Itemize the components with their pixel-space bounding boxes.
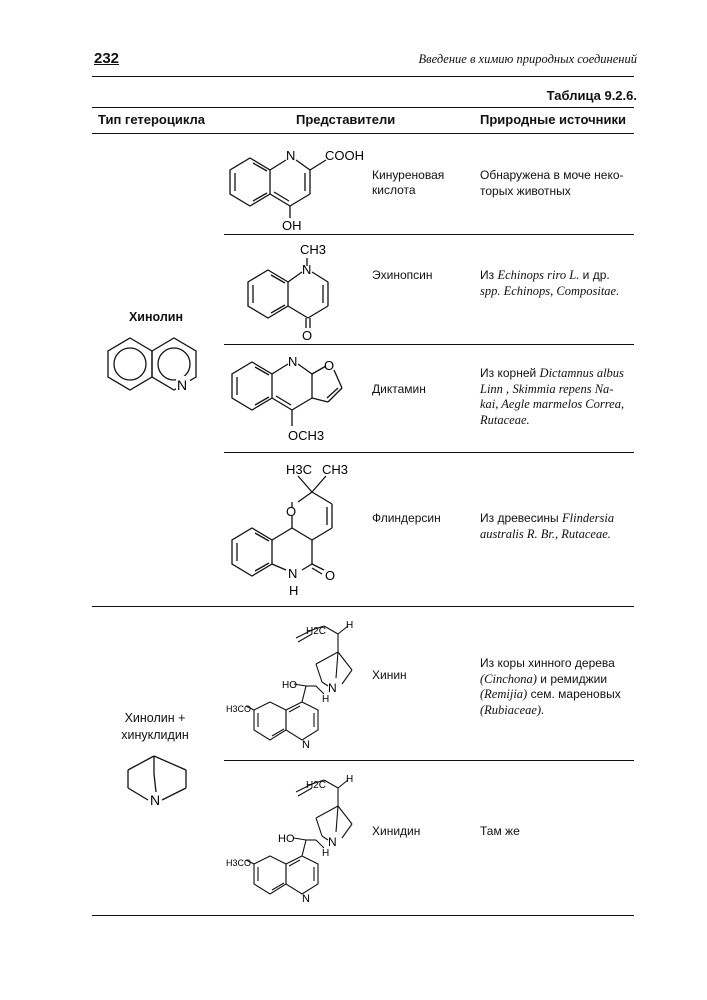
name-dictamnine: Диктамин (372, 382, 426, 396)
source-line: торых животных (480, 183, 571, 198)
source-line (480, 672, 640, 688)
quinidine-h-label: H (346, 774, 354, 785)
kynurenic-acid-structure (228, 140, 368, 232)
name-kynurenic-acid (372, 168, 444, 198)
source-latin: Echinops riro L. (497, 268, 580, 282)
source-latin: (Rubiaceae). (480, 702, 545, 717)
quinine-h2-label: H (322, 694, 330, 705)
kynurenic-cooh-label: COOH (325, 148, 364, 163)
source-line (480, 703, 640, 719)
source-quinidine: Там же (480, 824, 520, 838)
table-caption: Таблица 9.2.6. (546, 88, 637, 103)
header-rule (92, 76, 634, 77)
source-latin: Rutaceae. (480, 412, 530, 427)
heterocycle-line: Хинолин + (124, 711, 186, 725)
source-dictamnine (480, 366, 640, 428)
column-header-sources: Природные источники (480, 112, 626, 127)
flindersine-ring-o-label: O (286, 504, 297, 519)
source-kynurenic-acid (480, 168, 640, 199)
flindersine-h-label: H (289, 583, 299, 598)
dictamnine-n-label: N (288, 354, 298, 369)
quinuclidine-n-label: N (150, 792, 161, 808)
quinidine-ho-label: HO (278, 833, 295, 845)
source-text: сем. мареновых (530, 687, 621, 701)
echinopsine-o-label: O (302, 328, 313, 343)
source-line (480, 413, 640, 429)
source-latin: (Cinchona) (480, 671, 537, 686)
dictamnine-o-label: O (324, 358, 335, 373)
heterocycle-quinoline-quinuclidine-label (100, 710, 210, 744)
source-latin: (Remijia) (480, 687, 528, 701)
echinopsine-structure (246, 238, 356, 342)
source-line: Обнаружена в моче неко- (480, 168, 624, 182)
quinoline-structure (100, 330, 210, 400)
source-latin: kai, Aegle marmelos Correa, (480, 397, 625, 411)
source-text: и др. (582, 268, 610, 282)
quinidine-h2-label: H (322, 848, 330, 859)
source-line (480, 366, 640, 382)
dictamnine-och3-label: OCH3 (288, 428, 325, 443)
echinopsine-n-label: N (302, 262, 312, 277)
column-header-heterocycle: Тип гетероцикла (98, 112, 205, 127)
source-latin: Flindersia (562, 511, 615, 525)
name-quinidine: Хинидин (372, 824, 421, 838)
table-bottom-rule (92, 915, 634, 916)
column-header-representatives: Представители (296, 112, 396, 127)
row-divider (224, 760, 634, 761)
source-latin: Skimmia repens Na- (512, 381, 614, 396)
name-flindersine: Флиндерсин (372, 511, 441, 525)
source-line (480, 382, 640, 398)
quinoline-n-label: N (177, 377, 188, 393)
source-line (480, 397, 640, 413)
quinine-quinoline-n-label: N (302, 739, 310, 751)
source-quinine (480, 656, 640, 718)
name-line: кислота (372, 183, 416, 197)
flindersine-n-label: N (288, 566, 298, 581)
source-line (480, 268, 640, 284)
kynurenic-n-label: N (286, 148, 296, 163)
dictamnine-structure (228, 350, 368, 448)
group-divider (92, 606, 634, 607)
table-header-rule (92, 133, 634, 134)
echinopsine-ch3-label: CH3 (300, 242, 327, 257)
source-latin: Linn , (480, 381, 510, 396)
name-quinine: Хинин (372, 668, 407, 682)
source-text: Из (480, 268, 495, 282)
source-latin: spp. Echinops, Compositae. (480, 283, 620, 298)
name-line: Кинуреновая (372, 168, 445, 182)
kynurenic-oh-label: OH (282, 218, 302, 233)
flindersine-keto-o-label: O (325, 568, 336, 583)
quinine-ho-label: HO (282, 680, 297, 691)
flindersine-h3c-label: H3C (286, 462, 313, 477)
quinidine-structure (226, 766, 372, 910)
row-divider (224, 344, 634, 345)
quinidine-n-label: N (328, 835, 337, 849)
flindersine-ch3-label: CH3 (322, 462, 349, 477)
row-divider (224, 452, 634, 453)
table-top-rule (92, 107, 634, 108)
source-text: и ремиджии (540, 671, 608, 686)
quinine-structure (226, 612, 372, 756)
source-latin: Dictamnus albus (539, 366, 624, 380)
quinine-h3co-label: H3CO (226, 704, 252, 714)
page-number: 232 (94, 50, 120, 67)
quinine-n-label: N (328, 681, 337, 695)
quinidine-quinoline-n-label: N (302, 893, 310, 905)
source-flindersine (480, 511, 640, 542)
name-echinopsine: Эхинопсин (372, 268, 433, 282)
source-text: Из древесины (480, 511, 559, 525)
source-line: Из коры хинного дерева (480, 656, 615, 670)
quinidine-h3co-label: H3CO (226, 858, 252, 868)
heterocycle-line: хинуклидин (121, 728, 189, 742)
source-latin: australis R. Br., Rutaceae. (480, 526, 611, 541)
source-line (480, 511, 640, 527)
source-echinopsine (480, 268, 640, 299)
row-divider (224, 234, 634, 235)
quinine-h2c-label: H2C (306, 626, 327, 637)
quinidine-h2c-label: H2C (306, 780, 327, 791)
flindersine-structure (228, 458, 368, 600)
quinine-h-label: H (346, 620, 354, 631)
source-line (480, 687, 640, 703)
source-line (480, 527, 640, 543)
source-text: Из корней (480, 366, 537, 380)
source-line (480, 284, 640, 300)
quinuclidine-structure (124, 752, 194, 810)
heterocycle-quinoline-label: Хинолин (128, 310, 184, 324)
running-title: Введение в химию природных соединений (418, 52, 637, 66)
